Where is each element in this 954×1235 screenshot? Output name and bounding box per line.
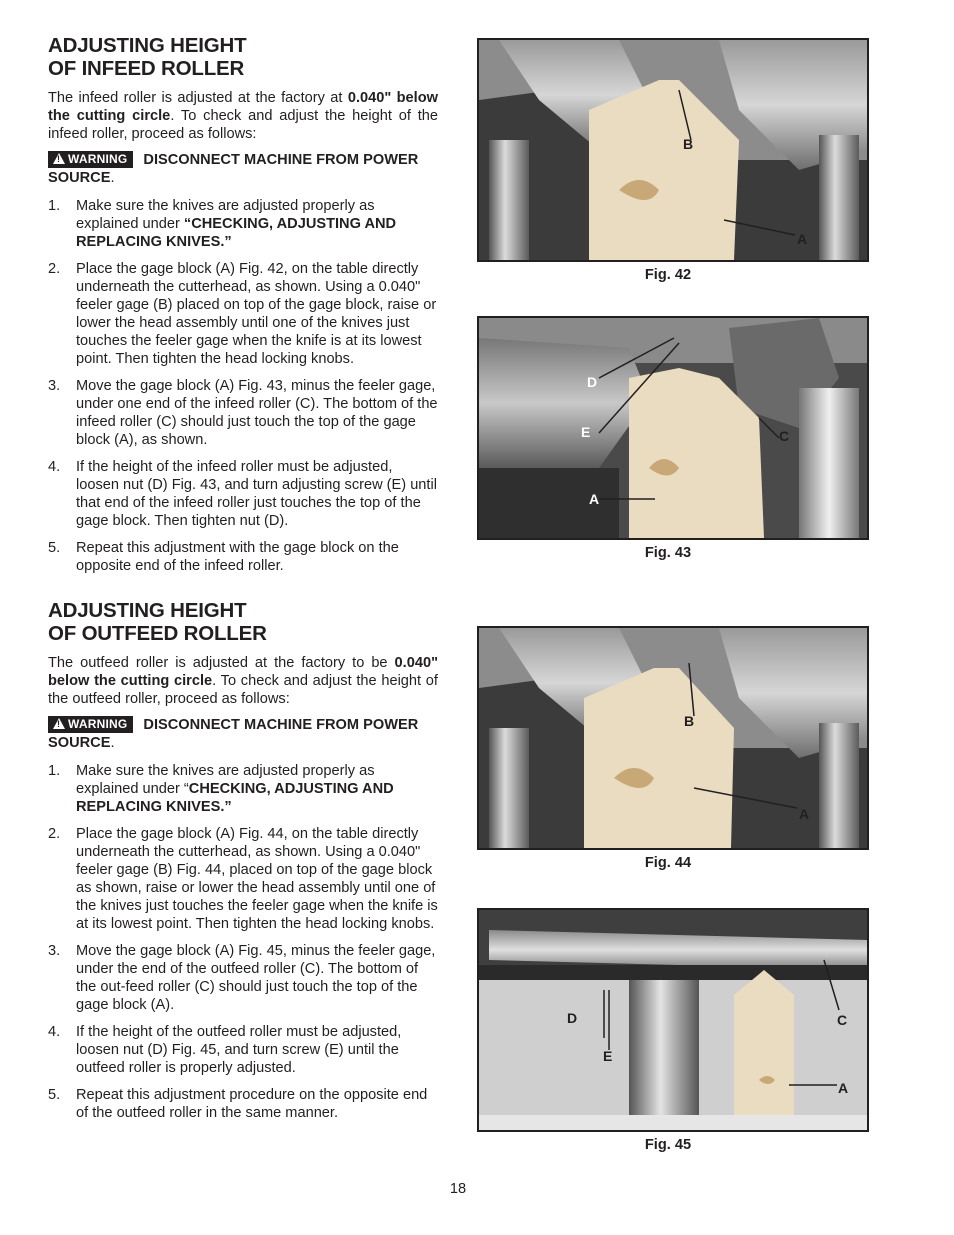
warning-triangle-icon	[53, 153, 65, 164]
figure-44-photo	[477, 626, 869, 850]
list-item: 5. Repeat this adjustment procedure on the opposite end of the outfeed roller in the same manner.	[48, 1087, 428, 1121]
figure-44-label-a: A	[799, 806, 810, 822]
figure-45	[477, 908, 869, 1153]
infeed-section	[48, 34, 438, 575]
figure-42	[477, 38, 869, 283]
figure-42-illustration	[479, 40, 867, 260]
figure-43-label-a: A	[589, 491, 600, 507]
infeed-heading-line2: OF INFEED ROLLER	[48, 57, 245, 80]
infeed-steps	[48, 197, 438, 575]
figure-45-illustration	[479, 910, 867, 1130]
figure-44-caption: Fig. 44	[644, 855, 692, 871]
list-item: 2. Place the gage block (A) Fig. 42, on the table directly underneath the cutterhead, as shown. Using a 0.040" feeler gage (B) placed on top of the gage block, raise or lower the head assembly until one of the knives just touches the feeler gage when the knife is at its lowest point. Then tighten the head locking knobs.	[48, 261, 437, 367]
list-item: 4. If the height of the infeed roller must be adjusted, loosen nut (D) Fig. 43, and turn adjusting screw (E) until that end of the infeed roller just touches the top of the gage block. Then tighten nut (D).	[48, 459, 437, 529]
figure-45-photo	[477, 908, 869, 1132]
list-item: 5. Repeat this adjustment with the gage block on the opposite end of the infeed roller.	[48, 540, 399, 574]
figure-42-caption: Fig. 42	[644, 267, 692, 283]
list-item: 2. Place the gage block (A) Fig. 44, on the table directly underneath the cutterhead, as shown. Using a 0.040" feeler gage (B) Fig. 44, placed on top of the gage block as shown, raise or lower the head assembly until one of the knives just touches the feeler gage when the knife is at its lowest point. Then tighten the head locking knobs.	[48, 826, 438, 932]
outfeed-heading-line1: ADJUSTING HEIGHT	[48, 599, 247, 622]
outfeed-heading	[48, 599, 438, 645]
page-number: 18	[449, 1181, 467, 1197]
warning-triangle-icon	[53, 718, 65, 729]
outfeed-steps	[48, 762, 438, 1122]
figure-42-label-a: A	[797, 231, 808, 247]
list-item: 1. Make sure the knives are adjusted properly as explained under “CHECKING, ADJUSTING AND REPLACING KNIVES.”	[48, 763, 394, 815]
warning-badge: !WARNING	[48, 716, 133, 733]
figure-45-label-c: C	[837, 1012, 848, 1028]
outfeed-section	[48, 599, 438, 1122]
figure-44-label-b: B	[684, 713, 695, 729]
warning-badge: !WARNING	[48, 151, 133, 168]
figure-43-caption: Fig. 43	[644, 545, 692, 561]
text-column	[48, 34, 438, 1131]
figure-45-label-a: A	[838, 1080, 849, 1096]
figure-45-label-d: D	[567, 1010, 578, 1026]
figure-43	[477, 316, 869, 561]
figure-44	[477, 626, 869, 871]
outfeed-heading-line2: OF OUTFEED ROLLER	[48, 622, 267, 645]
figure-42-photo	[477, 38, 869, 262]
figure-43-label-e: E	[581, 424, 591, 440]
list-item: 1. Make sure the knives are adjusted properly as explained under “CHECKING, ADJUSTING AND REPLACING KNIVES.”	[48, 198, 397, 250]
figure-43-label-c: C	[779, 428, 790, 444]
infeed-heading-line1: ADJUSTING HEIGHT	[48, 34, 247, 57]
infeed-intro: The infeed roller is adjusted at the factory at 0.040" below the cutting circle. To check and adjust the height of the infeed roller, proceed as follows:	[48, 90, 438, 142]
figure-43-label-d: D	[587, 374, 598, 390]
list-item: 4. If the height of the outfeed roller must be adjusted, loosen nut (D) Fig. 45, and turn screw (E) until the outfeed roller is properly adjusted.	[48, 1024, 402, 1076]
figure-43-photo	[477, 316, 869, 540]
figure-45-caption: Fig. 45	[644, 1137, 692, 1153]
infeed-warning: !WARNING DISCONNECT MACHINE FROM POWER SOURCE.	[48, 151, 438, 187]
figure-45-label-e: E	[603, 1048, 613, 1064]
outfeed-warning: !WARNING DISCONNECT MACHINE FROM POWER SOURCE.	[48, 716, 438, 752]
outfeed-intro: The outfeed roller is adjusted at the factory to be 0.040" below the cutting circle. To check and adjust the height of the outfeed roller, proceed as follows:	[48, 655, 438, 707]
list-item: 3. Move the gage block (A) Fig. 45, minus the feeler gage, under the end of the outfeed roller (C). The bottom of the out-feed roller (C) should just touch the top of the gage block (A).	[48, 943, 436, 1013]
figure-43-illustration	[479, 318, 867, 538]
infeed-heading	[48, 34, 438, 80]
figure-42-label-b: B	[683, 136, 694, 152]
list-item: 3. Move the gage block (A) Fig. 43, minus the feeler gage, under one end of the infeed roller (C). The bottom of the infeed roller (C) should just touch the top of the gage block (A), as shown.	[48, 378, 438, 448]
